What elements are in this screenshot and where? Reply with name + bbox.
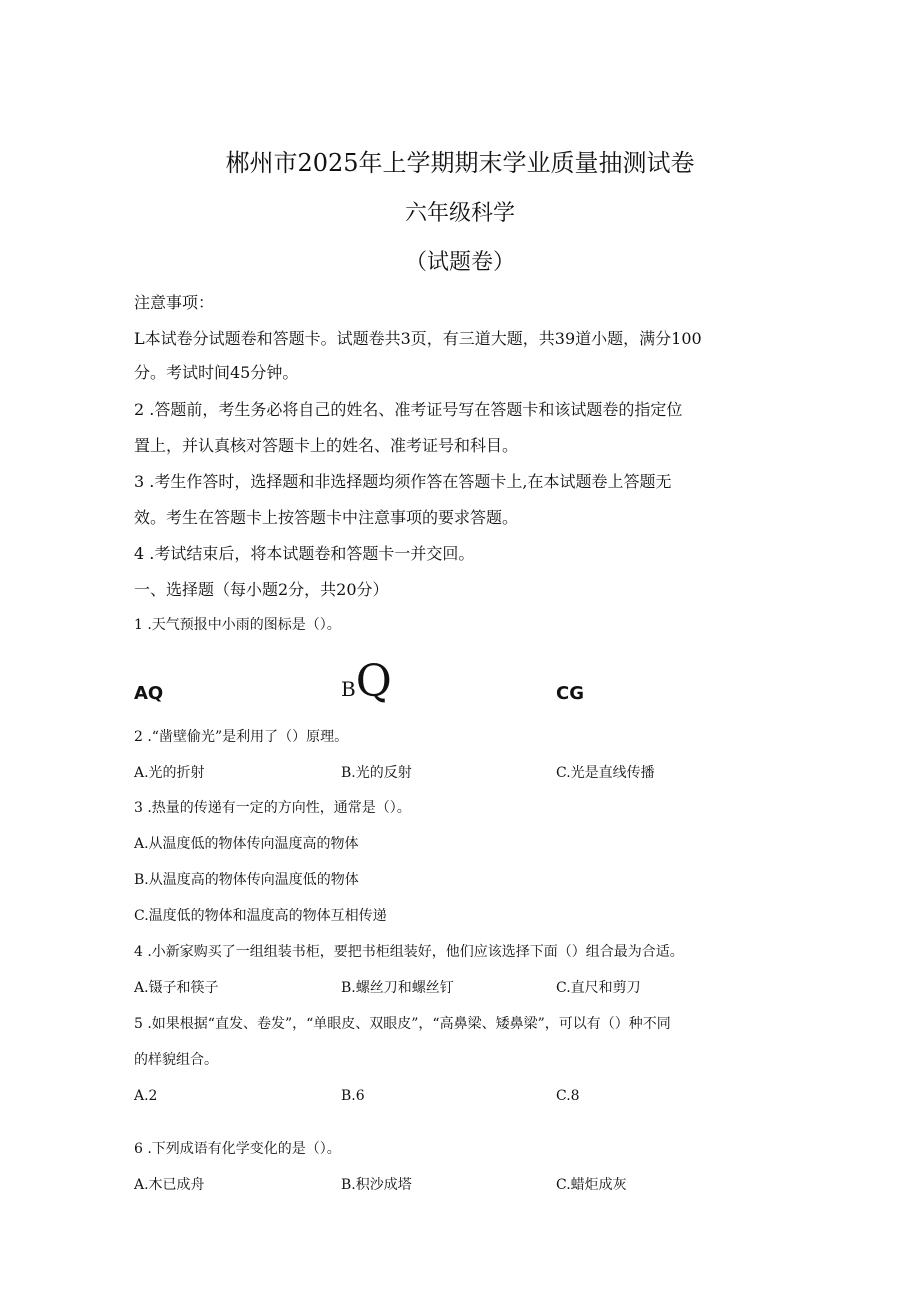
question-1-option-a: AQ <box>134 683 164 704</box>
question-3-stem: 3 .热量的传递有一定的方向性，通常是（）。 <box>134 800 411 816</box>
question-2-stem: 2 .“凿壁偷光”是利用了（）原理。 <box>134 729 349 745</box>
question-4-option-c: C.直尺和剪刀 <box>556 980 641 996</box>
notice-item-3-line-1: 3 .考生作答时，选择题和非选择题均须作答在答题卡上,在本试题卷上答题无 <box>134 472 672 491</box>
question-5-option-c: C.8 <box>556 1088 580 1104</box>
exam-subject: 六年级科学 <box>404 201 515 226</box>
question-3-option-c: C.温度低的物体和温度高的物体互相传递 <box>134 908 387 924</box>
notice-item-3-line-2: 效。考生在答题卡上按答题卡中注意事项的要求答题。 <box>134 508 519 527</box>
question-3-option-a: A.从温度低的物体传向温度高的物体 <box>134 836 359 852</box>
question-1-stem: 1 .天气预报中小雨的图标是（）。 <box>134 617 341 633</box>
question-5-stem-line-1: 5 .如果根据“直发、卷发”，“单眼皮、双眼皮”，“高鼻梁、矮鼻梁”，可以有（）种不同 <box>134 1016 671 1032</box>
question-4-option-b: B.螺丝刀和螺丝钉 <box>341 980 454 996</box>
question-6-option-c: C.蜡炬成灰 <box>556 1177 627 1193</box>
question-1-option-c: CG <box>556 683 584 704</box>
notice-heading: 注意事项： <box>134 293 215 312</box>
exam-title: 郴州市2025年上学期期末学业质量抽测试卷 <box>225 149 695 177</box>
question-1-option-b <box>341 656 392 707</box>
question-4-option-a: A.镊子和筷子 <box>134 980 219 996</box>
question-1-option-b-letter: B <box>341 677 356 701</box>
question-6-option-a: A.木已成舟 <box>134 1177 205 1193</box>
question-2-option-c: C.光是直线传播 <box>556 765 655 781</box>
paper-type: （试题卷） <box>404 250 515 275</box>
section-heading: 一、选择题（每小题2分，共20分） <box>134 580 389 599</box>
notice-item-2-line-1: 2 .答题前，考生务必将自己的姓名、准考证号写在答题卡和该试题卷的指定位 <box>134 400 683 419</box>
notice-item-1-line-1: L本试卷分试题卷和答题卡。试题卷共3页，有三道大题，共39道小题，满分100 <box>134 329 702 348</box>
question-4-stem: 4 .小新家购买了一组组装书柜，要把书柜组装好，他们应该选择下面（）组合最为合适。 <box>134 944 684 960</box>
notice-item-2-line-2: 置上，并认真核对答题卡上的姓名、准考证号和科目。 <box>134 436 519 455</box>
question-5-option-b: B.6 <box>341 1088 365 1104</box>
question-6-option-b: B.积沙成塔 <box>341 1177 412 1193</box>
question-5-stem-line-2: 的样貌组合。 <box>134 1052 218 1068</box>
question-5-option-a: A.2 <box>134 1088 158 1104</box>
question-3-option-b: B.从温度高的物体传向温度低的物体 <box>134 872 359 888</box>
notice-item-1-line-2: 分。考试时间45分钟。 <box>134 363 299 382</box>
question-2-option-a: A.光的折射 <box>134 765 205 781</box>
rain-cloud-icon: Q <box>355 656 392 707</box>
notice-item-4: 4 .考试结束后，将本试题卷和答题卡一并交回。 <box>134 544 475 563</box>
question-6-stem: 6 .下列成语有化学变化的是（）。 <box>134 1141 341 1157</box>
question-2-option-b: B.光的反射 <box>341 765 412 781</box>
